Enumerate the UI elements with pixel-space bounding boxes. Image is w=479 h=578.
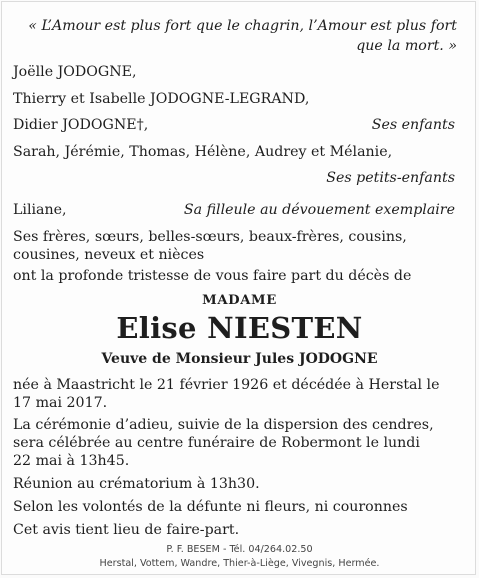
- widow-line: Veuve de Monsieur Jules JODOGNE: [101, 351, 378, 367]
- wishes: Selon les volontés de la défunte ni fleurs, ni couronnes: [13, 499, 408, 515]
- children-label: Ses enfants: [371, 117, 455, 133]
- family-liliane: Liliane,: [13, 202, 67, 218]
- deceased-title: MADAME: [202, 293, 277, 308]
- ceremony-line-2: sera célébrée au centre funéraire de Robermont le lundi: [13, 435, 420, 451]
- notice: Cet avis tient lieu de faire-part.: [13, 522, 240, 538]
- birth-line-1: née à Maastricht le 21 février 1926 et décédée à Herstal le: [13, 377, 440, 393]
- grandchildren-label: Ses petits-enfants: [326, 170, 455, 186]
- motto-line-2: que la mort. »: [356, 38, 457, 54]
- grandchildren: Sarah, Jérémie, Thomas, Hélène, Audrey et Mélanie,: [13, 144, 393, 160]
- ceremony-line-1: La cérémonie d’adieu, suivie de la dispersion des cendres,: [13, 417, 434, 433]
- motto-line-1: « L’Amour est plus fort que le chagrin, l’Amour est plus fort: [28, 18, 457, 34]
- ceremony-line-3: 22 mai à 13h45.: [13, 453, 130, 469]
- family-thierry: Thierry et Isabelle JODOGNE-LEGRAND,: [13, 91, 310, 107]
- birth-line-2: 17 mai 2017.: [13, 395, 108, 411]
- reunion: Réunion au crématorium à 13h30.: [13, 476, 260, 492]
- announcement: ont la profonde tristesse de vous faire part du décès de: [13, 268, 412, 284]
- family-didier: Didier JODOGNE†,: [13, 117, 149, 133]
- family-joelle: Joëlle JODOGNE,: [13, 64, 137, 80]
- footer-line-2: Herstal, Vottem, Wandre, Thier-à-Liège, Vivegnis, Hermée.: [99, 558, 380, 569]
- siblings-line-1: Ses frères, sœurs, belles-sœurs, beaux-frères, cousins,: [13, 229, 407, 245]
- siblings-line-2: cousines, neveux et nièces: [13, 247, 205, 263]
- deceased-name: Elise NIESTEN: [116, 311, 363, 345]
- footer-line-1: P. F. BESEM - Tél. 04/264.02.50: [166, 544, 313, 555]
- goddaughter-label: Sa filleule au dévouement exemplaire: [183, 202, 455, 218]
